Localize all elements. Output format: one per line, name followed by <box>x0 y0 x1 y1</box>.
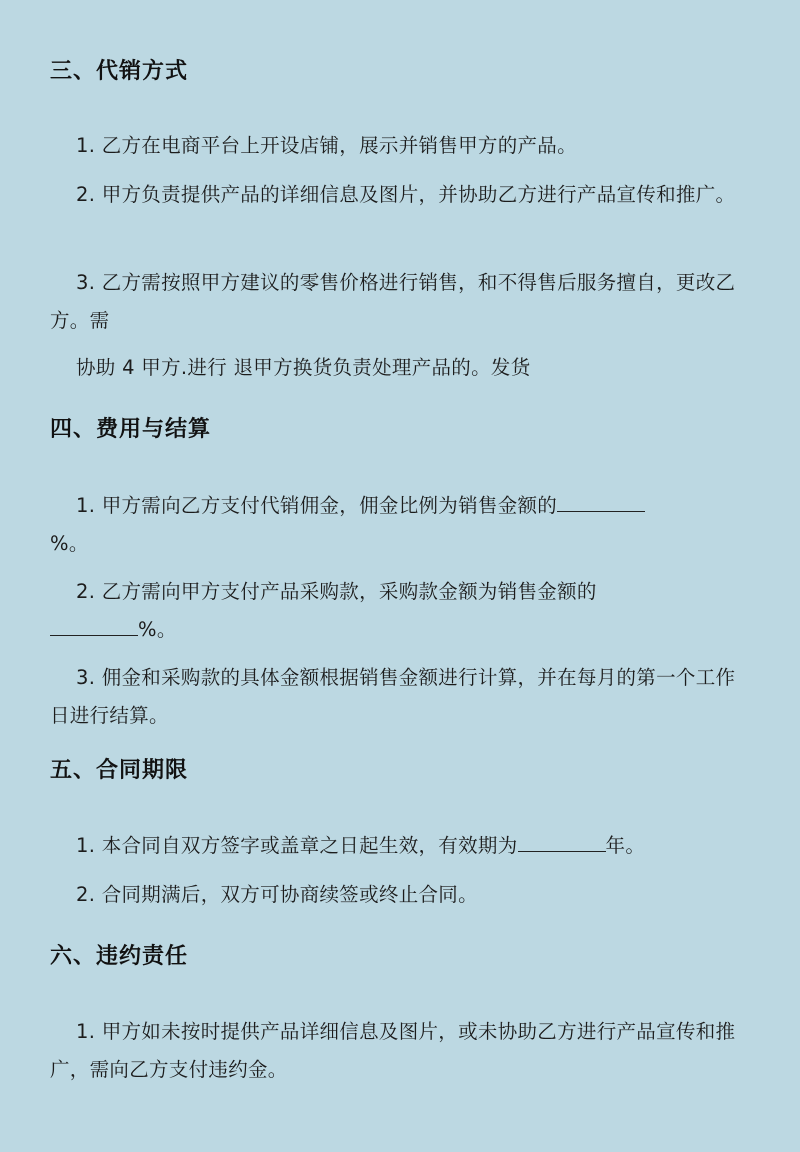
clause-text: 1. 甲方如未按时提供产品详细信息及图片，或未协助乙方进行产品宣传和推广，需向乙方支付违约金。 <box>50 1020 736 1081</box>
clause-text: 1. 乙方在电商平台上开设店铺，展示并销售甲方的产品。 <box>76 134 577 157</box>
clause-text-before: 2. 乙方需向甲方支付产品采购款，采购款金额为销售金额的 <box>76 580 597 603</box>
fill-in-blank[interactable] <box>557 489 645 512</box>
clause-text <box>50 573 740 649</box>
clause-text: 2. 甲方负责提供产品的详细信息及图片，并协助乙方进行产品宣传和推广。 <box>76 183 736 206</box>
clause-text <box>50 487 740 563</box>
section-heading: 六、违约责任 <box>50 944 189 969</box>
clause-text: 协助 4 甲方.进行 退甲方换货负责处理产品的。发货 <box>76 356 531 379</box>
section-heading: 四、费用与结算 <box>50 417 212 442</box>
clause-text-before: 1. 本合同自双方签字或盖章之日起生效，有效期为 <box>76 834 518 857</box>
clause-text-after: %。 <box>50 532 89 555</box>
clause-text: 3. 佣金和采购款的具体金额根据销售金额进行计算，并在每月的第一个工作日进行结算。 <box>50 666 736 727</box>
section-heading: 三、代销方式 <box>50 59 189 84</box>
clause-text-after: 年。 <box>605 834 646 857</box>
section-heading: 五、合同期限 <box>50 758 189 783</box>
clause-text-after: %。 <box>138 618 177 641</box>
clause-text-before: 1. 甲方需向乙方支付代销佣金，佣金比例为销售金额的 <box>76 494 558 517</box>
clause-text: 2. 合同期满后，双方可协商续签或终止合同。 <box>76 883 478 906</box>
clause-text <box>50 827 750 865</box>
clause-text: 3. 乙方需按照甲方建议的零售价格进行销售，和不得售后服务擅自，更改乙方。需 <box>50 271 736 332</box>
fill-in-blank[interactable] <box>518 829 606 852</box>
fill-in-blank[interactable] <box>50 613 138 636</box>
